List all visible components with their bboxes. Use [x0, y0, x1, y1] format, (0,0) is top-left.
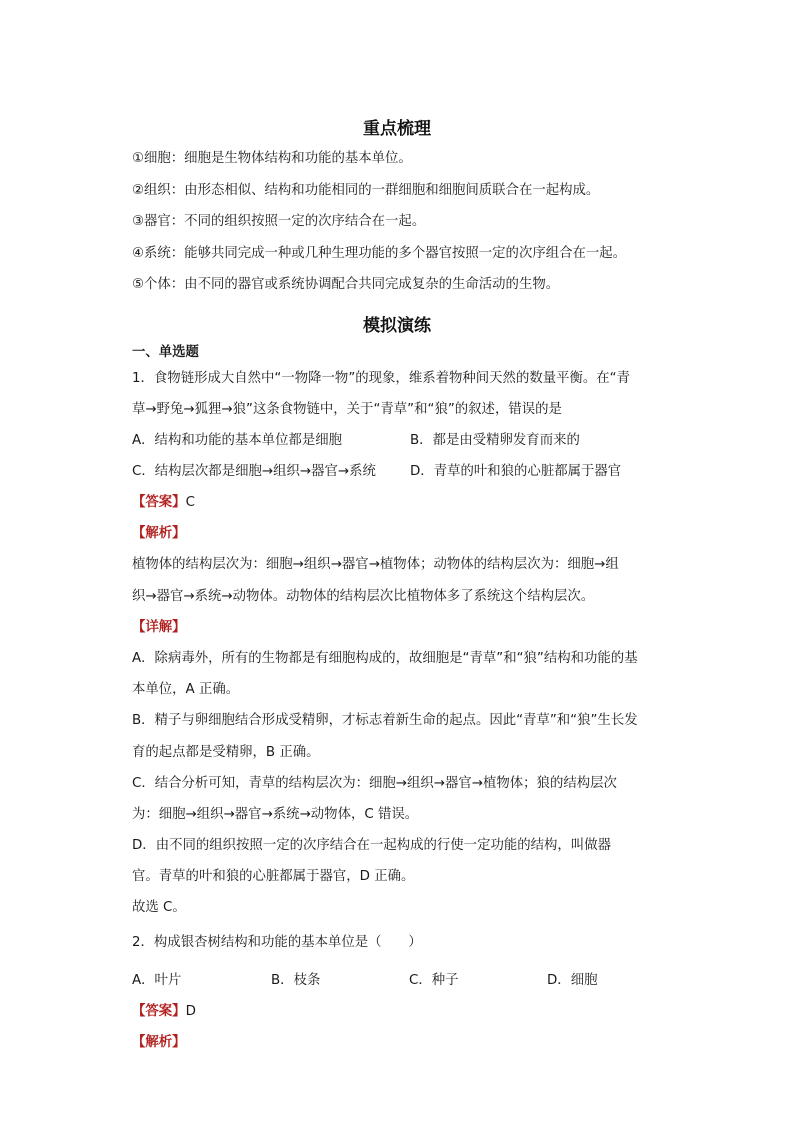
q2-option-c: C．种子	[409, 973, 459, 988]
section-heading: 一、单选题	[132, 345, 199, 360]
q1-option-d: D．青草的叶和狼的心脏都属于器官	[410, 464, 622, 479]
q2-option-b: B．枝条	[271, 973, 321, 988]
q2-answer-row	[132, 1003, 672, 1021]
q1-analysis-heading	[132, 525, 672, 543]
q1-detail-line: 官。青草的叶和狼的心脏都属于器官，D 正确。	[132, 869, 415, 884]
q1-answer-value: C	[185, 495, 195, 510]
q2-option-a: A．叶片	[132, 973, 182, 988]
q1-stem-line2: 草→野兔→狐狸→狼”这条食物链中，关于“青草”和“狼”的叙述，错误的是	[132, 402, 562, 417]
q2-answer-value: D	[185, 1004, 196, 1019]
q1-detail-line: 本单位，A 正确。	[132, 682, 240, 697]
summary-item-1: ①细胞：细胞是生物体结构和功能的基本单位。	[132, 151, 412, 166]
practice-title: 模拟演练	[363, 316, 431, 336]
q1-option-a: A．结构和功能的基本单位都是细胞	[132, 433, 343, 448]
summary-item-5: ⑤个体：由不同的器官或系统协调配合共同完成复杂的生命活动的生物。	[132, 277, 560, 292]
q1-conclusion: 故选 C。	[132, 900, 186, 915]
q1-analysis-line2: 织→器官→系统→动物体。动物体的结构层次比植物体多了系统这个结构层次。	[132, 589, 595, 604]
q1-analysis-line1: 植物体的结构层次为：细胞→组织→器官→植物体；动物体的结构层次为：细胞→组	[132, 557, 619, 572]
q2-analysis-label: 【解析】	[132, 1035, 186, 1050]
q2-answer-label: 【答案】	[132, 1004, 186, 1019]
q1-stem-line1: 1．食物链形成大自然中“一物降一物”的现象，维系着物种间天然的数量平衡。在“青	[132, 371, 631, 386]
summary-item-4: ④系统：能够共同完成一种或几种生理功能的多个器官按照一定的次序组合在一起。	[132, 246, 627, 261]
q1-detail-line: B．精子与卵细胞结合形成受精卵，才标志着新生命的起点。因此“青草”和“狼”生长发	[132, 713, 638, 728]
q1-detail-label: 【详解】	[132, 620, 186, 635]
q1-option-b: B．都是由受精卵发育而来的	[410, 433, 580, 448]
q2-analysis-heading	[132, 1034, 672, 1052]
q1-detail-line: 育的起点都是受精卵，B 正确。	[132, 745, 320, 760]
q1-answer-row	[132, 494, 672, 512]
q1-detail-line: C．结合分析可知，青草的结构层次为：细胞→组织→器官→植物体；狼的结构层次	[132, 776, 617, 791]
summary-title: 重点梳理	[363, 119, 431, 139]
q1-detail-line: 为：细胞→组织→器官→系统→动物体，C 错误。	[132, 807, 419, 822]
q1-detail-heading	[132, 619, 672, 637]
q2-option-d: D．细胞	[547, 973, 598, 988]
summary-item-2: ②组织：由形态相似、结构和功能相同的一群细胞和细胞间质联合在一起构成。	[132, 183, 600, 198]
q1-analysis-label: 【解析】	[132, 526, 186, 541]
q1-detail-line: D．由不同的组织按照一定的次序结合在一起构成的行使一定功能的结构，叫做器	[132, 838, 611, 853]
q1-answer-label: 【答案】	[132, 495, 186, 510]
q1-option-c: C．结构层次都是细胞→组织→器官→系统	[132, 464, 376, 479]
q2-stem: 2．构成银杏树结构和功能的基本单位是（ ）	[132, 935, 422, 950]
summary-item-3: ③器官：不同的组织按照一定的次序结合在一起。	[132, 214, 426, 229]
q1-detail-line: A．除病毒外，所有的生物都是有细胞构成的，故细胞是“青草”和“狼”结构和功能的基	[132, 651, 638, 666]
